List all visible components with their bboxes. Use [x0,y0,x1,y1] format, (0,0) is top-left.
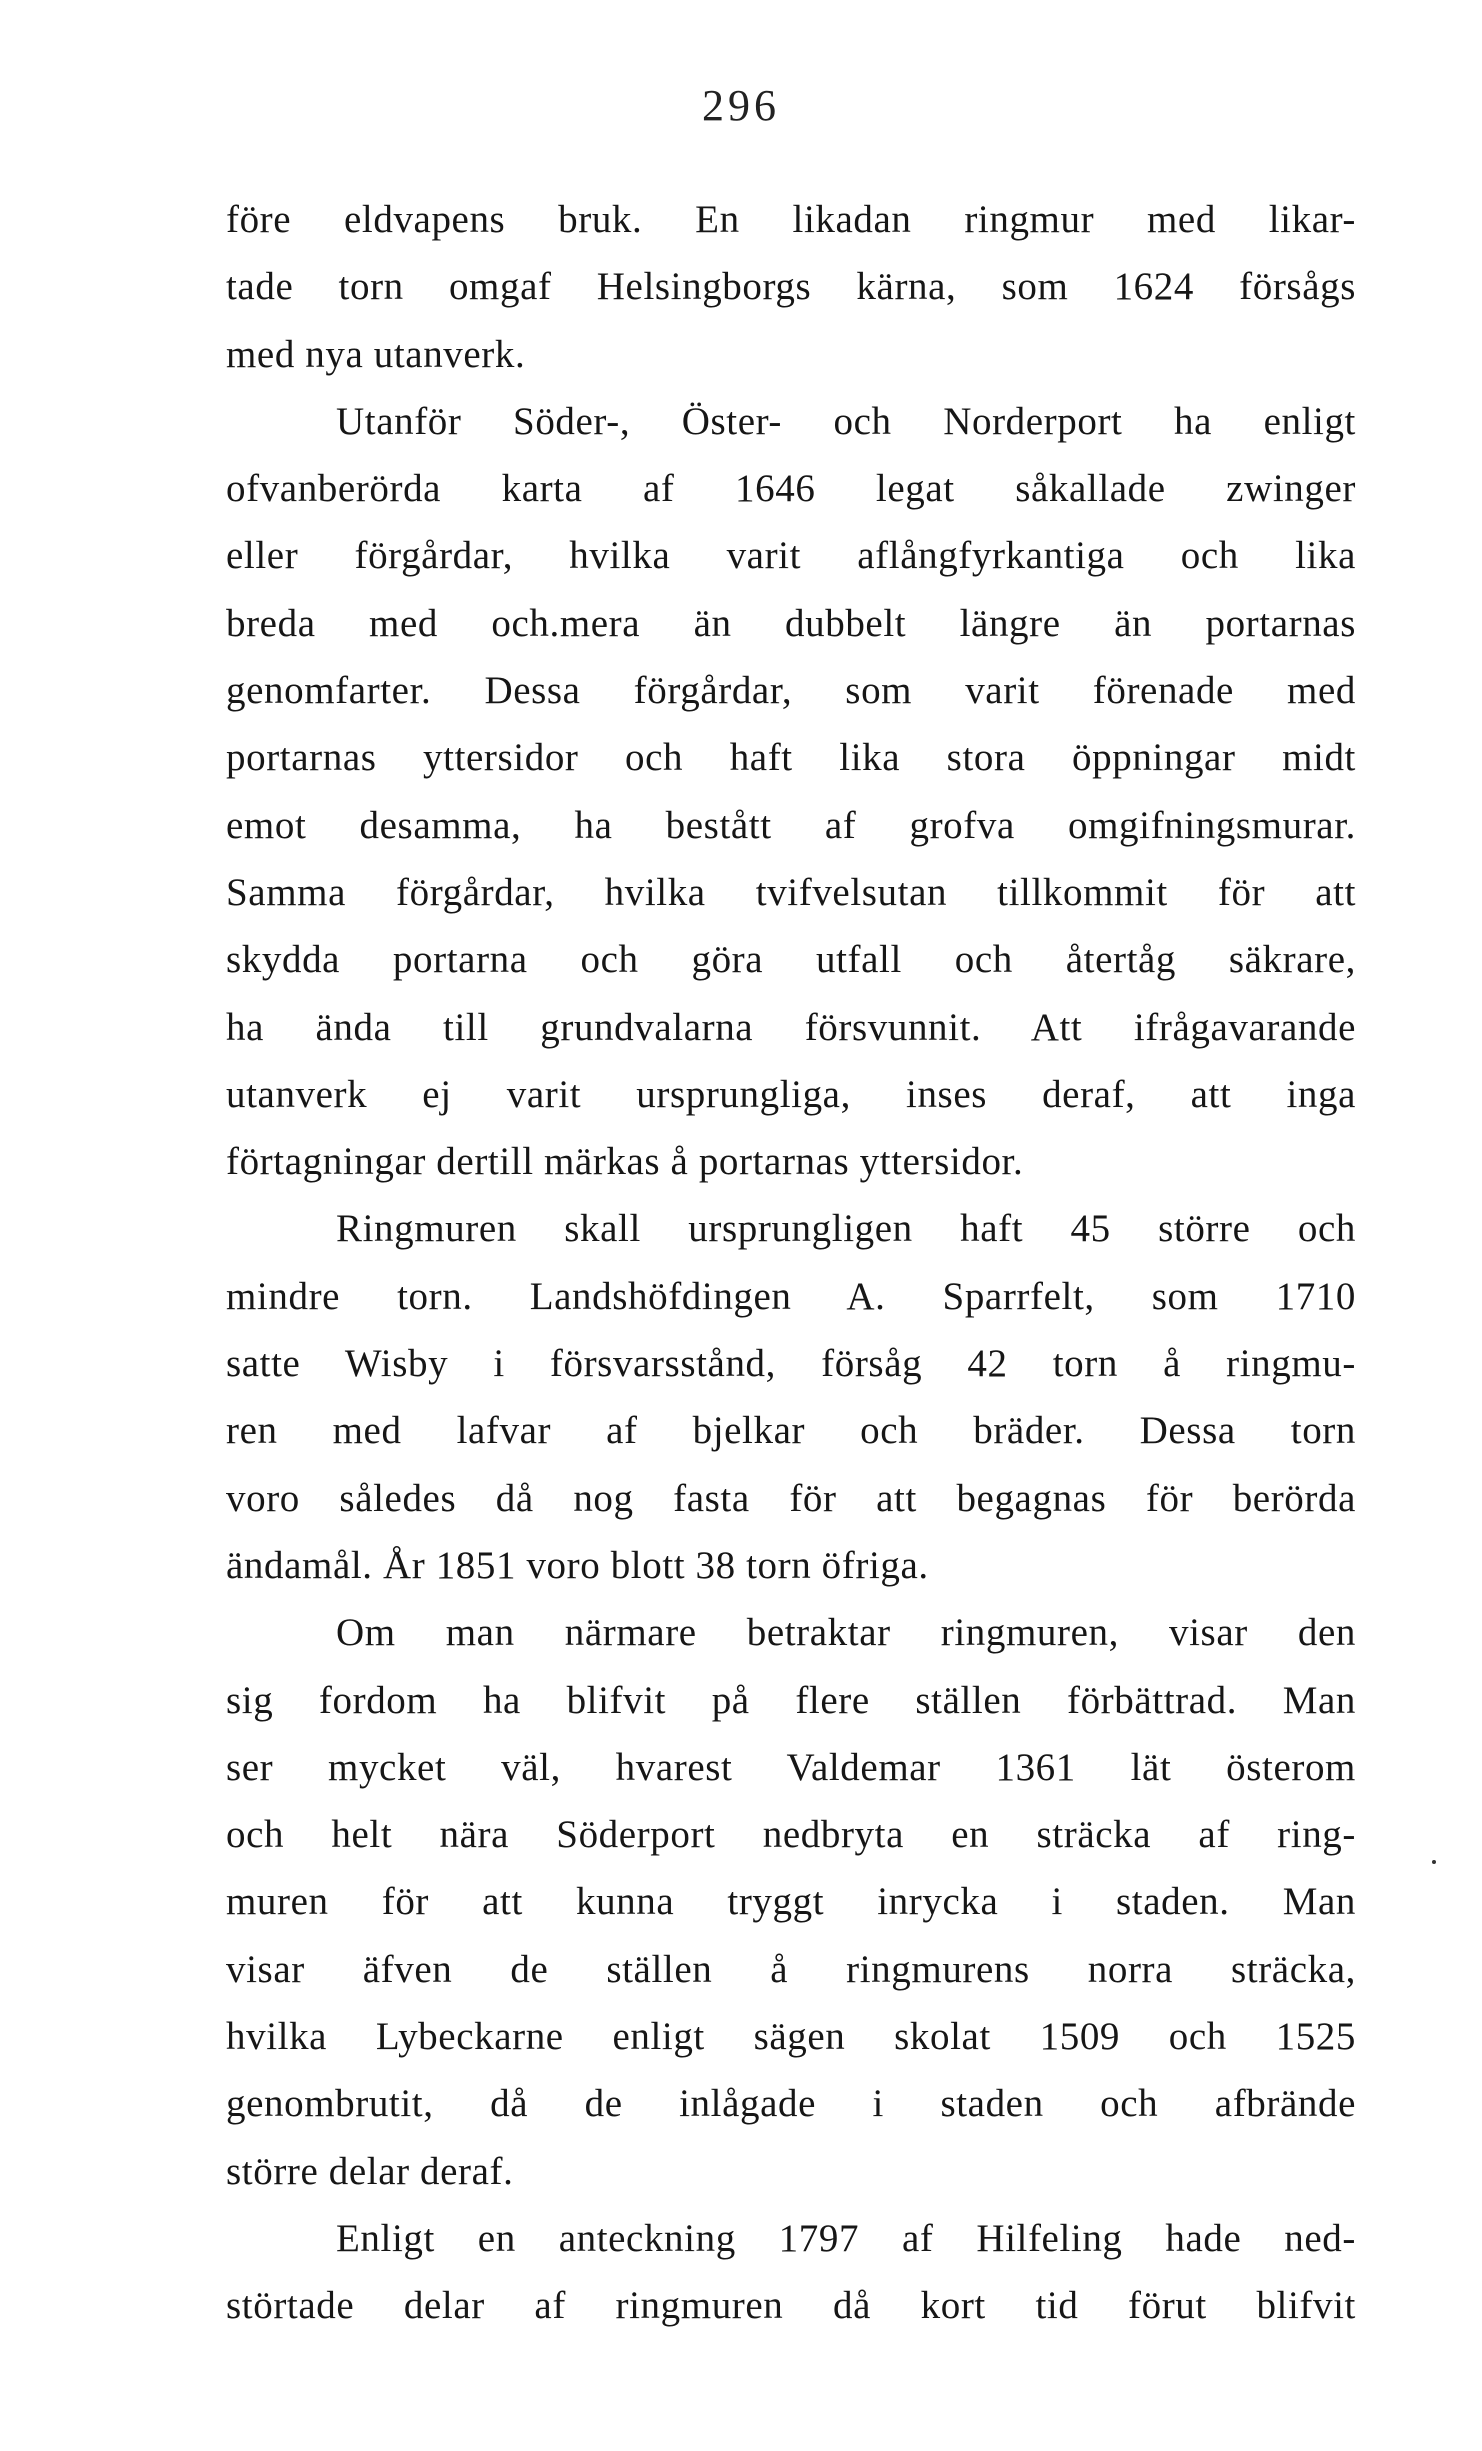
text-line-22: Om man närmare betraktar ringmuren, visar den [336,1611,1356,1655]
text-line-3: med nya utanverk. [226,332,526,376]
text-line-2: tade torn omgaf Helsingborgs kärna, som 1624 försågs [226,265,1356,309]
text-line-19: ren med lafvar af bjelkar och bräder. Dessa torn [226,1409,1356,1453]
text-line-30: större delar deraf. [226,2149,514,2193]
text-line-12: skydda portarna och göra utfall och återtåg säkrare, [226,938,1356,982]
text-line-5: ofvanberörda karta af 1646 legat såkallade zwinger [226,467,1356,511]
text-line-1: före eldvapens bruk. En likadan ringmur med likar- [226,198,1356,241]
text-line-20: voro således då nog fasta för att begagnas för berörda [226,1476,1356,1520]
text-line-24: ser mycket väl, hvarest Valdemar 1361 lät österom [226,1745,1356,1789]
text-line-8: genomfarter. Dessa förgårdar, som varit förenade med [226,669,1356,713]
text-line-23: sig fordom ha blifvit på flere ställen förbättrad. Man [226,1678,1356,1722]
text-line-17: mindre torn. Landshöfdingen A. Sparrfelt, som 1710 [226,1274,1356,1318]
text-line-32: störtade delar af ringmuren då kort tid förut blifvit [226,2284,1356,2328]
text-line-26: muren för att kunna tryggt inrycka i staden. Man [226,1880,1356,1924]
text-line-11: Samma förgårdar, hvilka tvifvelsutan tillkommit för att [226,870,1356,914]
text-line-10: emot desamma, ha bestått af grofva omgifningsmurar. [226,803,1356,847]
text-line-15: förtagningar dertill märkas å portarnas yttersidor. [226,1140,1024,1184]
text-line-31: Enligt en anteckning 1797 af Hilfeling hade ned- [336,2216,1356,2260]
body-text [226,186,1356,2340]
text-line-21: ändamål. År 1851 voro blott 38 torn öfriga. [226,1543,929,1587]
scan-speck [1432,1860,1436,1864]
page-number: 296 [702,81,780,130]
text-line-28: hvilka Lybeckarne enligt sägen skolat 1509 och 1525 [226,2015,1356,2059]
text-line-25: och helt nära Söderport nedbryta en sträcka af ring- [226,1813,1356,1857]
text-line-14: utanverk ej varit ursprungliga, inses deraf, att inga [226,1072,1356,1116]
text-line-9: portarnas yttersidor och haft lika stora öppningar midt [226,736,1356,780]
text-line-16: Ringmuren skall ursprungligen haft 45 större och [336,1207,1356,1251]
text-line-27: visar äfven de ställen å ringmurens norra sträcka, [226,1947,1356,1991]
text-line-4: Utanför Söder-, Öster- och Norderport ha enligt [336,399,1356,443]
text-line-29: genombrutit, då de inlågade i staden och afbrände [226,2082,1356,2126]
text-line-13: ha ända till grundvalarna försvunnit. Att ifrågavarande [226,1005,1356,1049]
text-line-6: eller förgårdar, hvilka varit aflångfyrkantiga och lika [226,534,1356,578]
text-line-18: satte Wisby i försvarsstånd, försåg 42 torn å ringmu- [226,1342,1356,1386]
text-line-7: breda med och.mera än dubbelt längre än portarnas [226,601,1356,645]
